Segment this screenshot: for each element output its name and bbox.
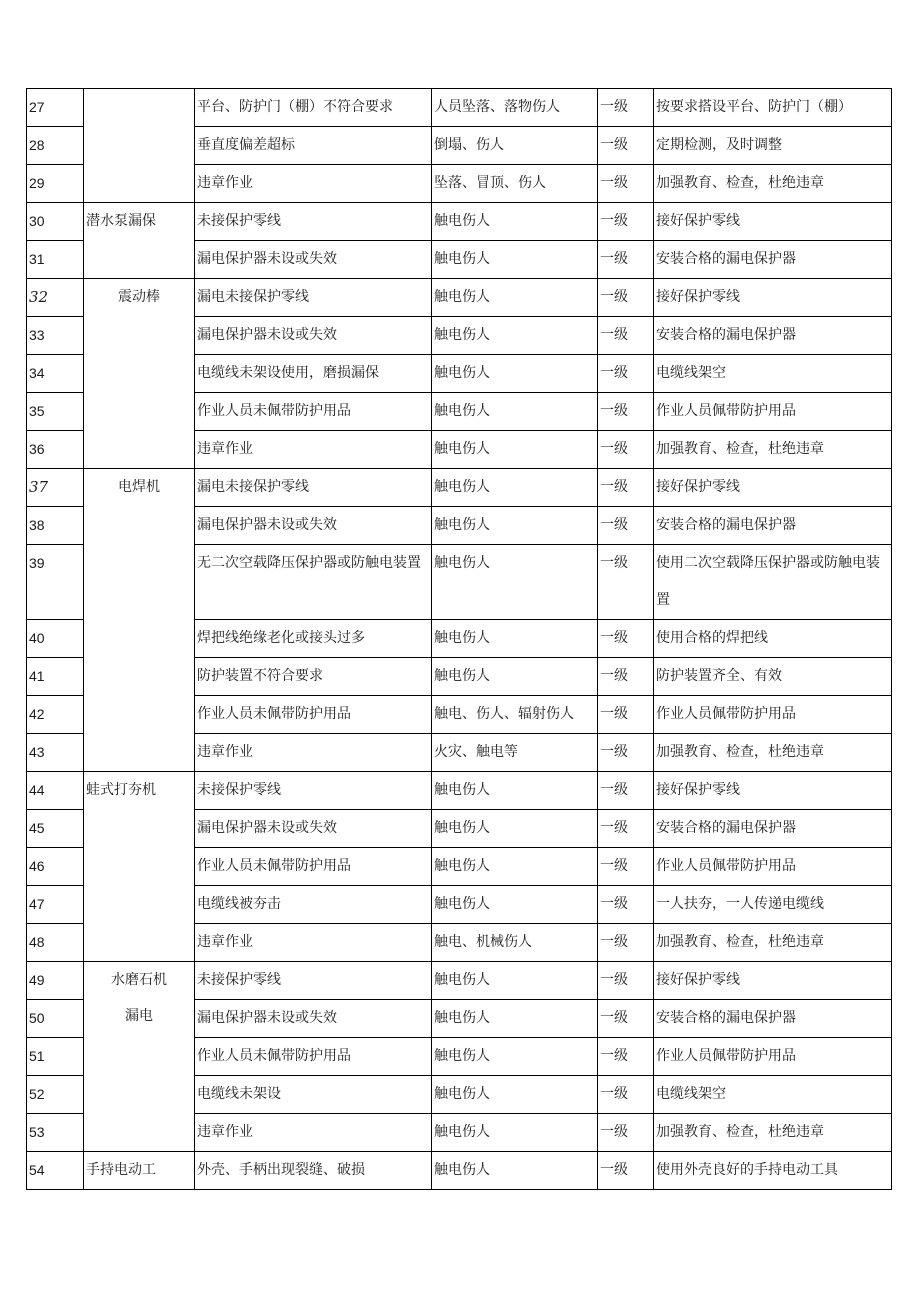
measure-cell: 使用合格的焊把线 <box>654 620 892 658</box>
level-cell: 一级 <box>598 1114 654 1152</box>
row-number: 49 <box>27 962 84 1000</box>
measure-cell: 安装合格的漏电保护器 <box>654 507 892 545</box>
equipment-handheld-tool: 手持电动工 <box>84 1152 195 1190</box>
hazard-cell: 违章作业 <box>195 165 432 203</box>
hazard-table <box>26 88 892 1190</box>
hazard-cell: 漏电未接保护零线 <box>195 469 432 507</box>
table-row <box>27 1152 892 1190</box>
level-cell: 一级 <box>598 810 654 848</box>
hazard-cell: 作业人员未佩带防护用品 <box>195 696 432 734</box>
consequence-cell: 触电伤人 <box>432 772 598 810</box>
consequence-cell: 触电伤人 <box>432 279 598 317</box>
measure-cell: 电缆线架空 <box>654 355 892 393</box>
measure-cell: 按要求搭设平台、防护门（棚） <box>654 89 892 127</box>
hazard-cell: 平台、防护门（棚）不符合要求 <box>195 89 432 127</box>
measure-cell: 接好保护零线 <box>654 279 892 317</box>
level-cell: 一级 <box>598 469 654 507</box>
level-cell: 一级 <box>598 317 654 355</box>
row-number: 45 <box>27 810 84 848</box>
consequence-cell: 触电、伤人、辐射伤人 <box>432 696 598 734</box>
level-cell: 一级 <box>598 545 654 620</box>
hazard-cell: 作业人员未佩带防护用品 <box>195 1038 432 1076</box>
measure-cell: 接好保护零线 <box>654 469 892 507</box>
level-cell: 一级 <box>598 393 654 431</box>
row-number: 27 <box>27 89 84 127</box>
measure-cell: 安装合格的漏电保护器 <box>654 317 892 355</box>
consequence-cell: 倒塌、伤人 <box>432 127 598 165</box>
consequence-cell: 人员坠落、落物伤人 <box>432 89 598 127</box>
row-number: 36 <box>27 431 84 469</box>
row-number: 52 <box>27 1076 84 1114</box>
row-number: 50 <box>27 1000 84 1038</box>
hazard-cell: 未接保护零线 <box>195 772 432 810</box>
level-cell: 一级 <box>598 431 654 469</box>
hazard-cell: 漏电保护器未设或失效 <box>195 507 432 545</box>
level-cell: 一级 <box>598 355 654 393</box>
level-cell: 一级 <box>598 848 654 886</box>
level-cell: 一级 <box>598 165 654 203</box>
level-cell: 一级 <box>598 507 654 545</box>
table-row <box>27 469 892 507</box>
consequence-cell: 触电伤人 <box>432 507 598 545</box>
measure-cell: 加强教育、检查，杜绝违章 <box>654 924 892 962</box>
hazard-cell: 电缆线未架设使用，磨损漏保 <box>195 355 432 393</box>
consequence-cell: 触电伤人 <box>432 469 598 507</box>
row-number: 28 <box>27 127 84 165</box>
hazard-cell: 作业人员未佩带防护用品 <box>195 848 432 886</box>
consequence-cell: 触电伤人 <box>432 810 598 848</box>
level-cell: 一级 <box>598 924 654 962</box>
hazard-cell: 漏电保护器未设或失效 <box>195 241 432 279</box>
row-number: 38 <box>27 507 84 545</box>
consequence-cell: 触电伤人 <box>432 393 598 431</box>
level-cell: 一级 <box>598 696 654 734</box>
consequence-cell: 触电伤人 <box>432 203 598 241</box>
hazard-cell: 电缆线未架设 <box>195 1076 432 1114</box>
row-number: 41 <box>27 658 84 696</box>
measure-cell: 作业人员佩带防护用品 <box>654 1038 892 1076</box>
consequence-cell: 触电伤人 <box>432 620 598 658</box>
consequence-cell: 触电伤人 <box>432 886 598 924</box>
consequence-cell: 触电伤人 <box>432 431 598 469</box>
level-cell: 一级 <box>598 89 654 127</box>
measure-cell: 一人扶夯，一人传递电缆线 <box>654 886 892 924</box>
consequence-cell: 触电伤人 <box>432 962 598 1000</box>
level-cell: 一级 <box>598 127 654 165</box>
table-row <box>27 89 892 127</box>
level-cell: 一级 <box>598 620 654 658</box>
measure-cell: 安装合格的漏电保护器 <box>654 810 892 848</box>
table-row <box>27 203 892 241</box>
row-number: 29 <box>27 165 84 203</box>
row-number: 44 <box>27 772 84 810</box>
consequence-cell: 坠落、冒顶、伤人 <box>432 165 598 203</box>
level-cell: 一级 <box>598 1152 654 1190</box>
consequence-cell: 触电伤人 <box>432 1038 598 1076</box>
hazard-cell: 违章作业 <box>195 924 432 962</box>
measure-cell: 接好保护零线 <box>654 772 892 810</box>
row-number: 30 <box>27 203 84 241</box>
hazard-cell: 违章作业 <box>195 1114 432 1152</box>
consequence-cell: 触电伤人 <box>432 1000 598 1038</box>
consequence-cell: 触电伤人 <box>432 848 598 886</box>
equipment-terrazzo-line1: 水磨石机 <box>111 972 167 988</box>
consequence-cell: 触电伤人 <box>432 658 598 696</box>
row-number: 32 <box>27 279 84 317</box>
hazard-cell: 漏电保护器未设或失效 <box>195 317 432 355</box>
consequence-cell: 触电伤人 <box>432 355 598 393</box>
equipment-welder: 电焊机 <box>84 469 195 772</box>
hazard-cell: 漏电保护器未设或失效 <box>195 810 432 848</box>
measure-cell: 接好保护零线 <box>654 962 892 1000</box>
level-cell: 一级 <box>598 658 654 696</box>
measure-cell: 作业人员佩带防护用品 <box>654 848 892 886</box>
measure-cell: 防护装置齐全、有效 <box>654 658 892 696</box>
level-cell: 一级 <box>598 1000 654 1038</box>
hazard-cell: 漏电保护器未设或失效 <box>195 1000 432 1038</box>
hazard-cell: 违章作业 <box>195 734 432 772</box>
consequence-cell: 触电伤人 <box>432 545 598 620</box>
equipment-vibrator: 震动棒 <box>84 279 195 469</box>
measure-cell: 接好保护零线 <box>654 203 892 241</box>
measure-cell: 安装合格的漏电保护器 <box>654 1000 892 1038</box>
measure-cell: 加强教育、检查，杜绝违章 <box>654 734 892 772</box>
measure-cell: 加强教育、检查，杜绝违章 <box>654 1114 892 1152</box>
hazard-cell: 电缆线被夯击 <box>195 886 432 924</box>
row-number: 51 <box>27 1038 84 1076</box>
equipment-terrazzo-machine <box>84 962 195 1152</box>
consequence-cell: 触电、机械伤人 <box>432 924 598 962</box>
measure-cell: 定期检测，及时调整 <box>654 127 892 165</box>
hazard-cell: 违章作业 <box>195 431 432 469</box>
measure-cell: 加强教育、检查，杜绝违章 <box>654 165 892 203</box>
consequence-cell: 触电伤人 <box>432 241 598 279</box>
row-number: 37 <box>27 469 84 507</box>
level-cell: 一级 <box>598 203 654 241</box>
row-number: 39 <box>27 545 84 620</box>
hazard-cell: 漏电未接保护零线 <box>195 279 432 317</box>
equipment-frog-rammer: 蛙式打夯机 <box>84 772 195 962</box>
measure-cell: 电缆线架空 <box>654 1076 892 1114</box>
row-number: 35 <box>27 393 84 431</box>
hazard-cell: 垂直度偏差超标 <box>195 127 432 165</box>
row-number: 42 <box>27 696 84 734</box>
level-cell: 一级 <box>598 1076 654 1114</box>
consequence-cell: 触电伤人 <box>432 1076 598 1114</box>
level-cell: 一级 <box>598 886 654 924</box>
row-number: 33 <box>27 317 84 355</box>
measure-cell: 安装合格的漏电保护器 <box>654 241 892 279</box>
hazard-cell: 未接保护零线 <box>195 203 432 241</box>
hazard-cell: 无二次空载降压保护器或防触电装置 <box>195 545 432 620</box>
consequence-cell: 触电伤人 <box>432 1152 598 1190</box>
hazard-cell: 外壳、手柄出现裂缝、破损 <box>195 1152 432 1190</box>
row-number: 46 <box>27 848 84 886</box>
hazard-cell: 未接保护零线 <box>195 962 432 1000</box>
table-row <box>27 772 892 810</box>
measure-cell: 使用二次空载降压保护器或防触电装置 <box>654 545 892 620</box>
row-number: 47 <box>27 886 84 924</box>
consequence-cell: 触电伤人 <box>432 317 598 355</box>
consequence-cell: 火灾、触电等 <box>432 734 598 772</box>
level-cell: 一级 <box>598 1038 654 1076</box>
row-number: 43 <box>27 734 84 772</box>
level-cell: 一级 <box>598 279 654 317</box>
row-number: 48 <box>27 924 84 962</box>
equipment-cell-blank <box>84 89 195 203</box>
equipment-terrazzo-line2: 漏电 <box>125 1008 153 1024</box>
hazard-cell: 作业人员未佩带防护用品 <box>195 393 432 431</box>
level-cell: 一级 <box>598 772 654 810</box>
equipment-submersible-pump: 潜水泵漏保 <box>84 203 195 279</box>
table-row <box>27 962 892 1000</box>
measure-cell: 作业人员佩带防护用品 <box>654 393 892 431</box>
level-cell: 一级 <box>598 241 654 279</box>
row-number: 31 <box>27 241 84 279</box>
row-number: 54 <box>27 1152 84 1190</box>
measure-cell: 加强教育、检查，杜绝违章 <box>654 431 892 469</box>
row-number: 40 <box>27 620 84 658</box>
consequence-cell: 触电伤人 <box>432 1114 598 1152</box>
row-number: 34 <box>27 355 84 393</box>
hazard-cell: 防护装置不符合要求 <box>195 658 432 696</box>
measure-cell: 作业人员佩带防护用品 <box>654 696 892 734</box>
table-row <box>27 279 892 317</box>
hazard-cell: 焊把线绝缘老化或接头过多 <box>195 620 432 658</box>
level-cell: 一级 <box>598 734 654 772</box>
measure-cell: 使用外壳良好的手持电动工具 <box>654 1152 892 1190</box>
level-cell: 一级 <box>598 962 654 1000</box>
row-number: 53 <box>27 1114 84 1152</box>
